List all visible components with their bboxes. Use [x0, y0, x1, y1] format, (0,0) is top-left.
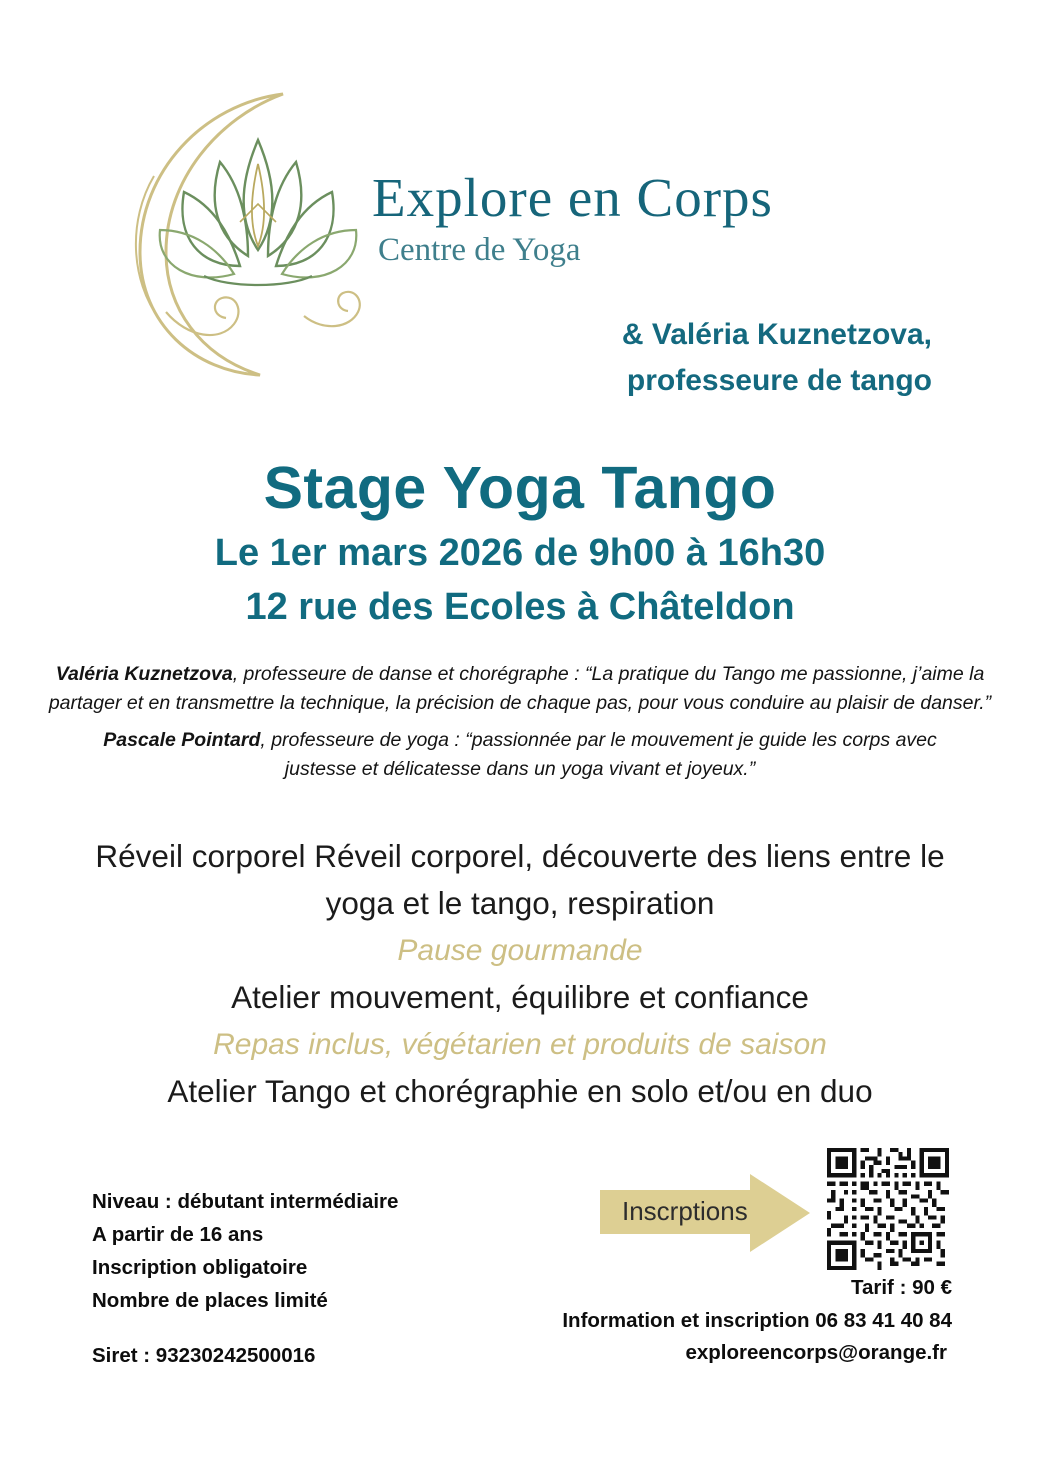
quote-author: Pascale Pointard	[103, 729, 261, 751]
inscriptions-label: Inscrptions	[622, 1196, 748, 1226]
event-date: Le 1er mars 2026 de 9h00 à 16h30	[214, 532, 826, 574]
program-item: Atelier mouvement, équilibre et confiance	[231, 979, 809, 1015]
email-label[interactable]: exploreencorps@orange.fr	[685, 1341, 947, 1364]
brand-block	[372, 168, 1012, 269]
brand-name: Explore en Corps	[372, 167, 773, 228]
quote-text: , professeure de yoga : “passionnée par le mouvement je guide les corps avec justesse et délicatesse dans un yoga vivant et joyeux.”	[260, 729, 937, 780]
brand-subtitle: Centre de Yoga	[378, 232, 581, 268]
quotes-block	[0, 660, 1040, 784]
quote-text: , professeure de danse et chorégraphe : “La pratique du Tango me passionne, j’aime la partager et en transmettre la technique, la précision de chaque pas, pour vous conduire au plaisir de danser.”	[48, 663, 992, 714]
quote-author: Valéria Kuznetzova	[55, 663, 233, 685]
event-address: 12 rue des Ecoles à Châteldon	[245, 586, 795, 628]
program-item: Repas inclus, végétarien et produits de saison	[213, 1028, 827, 1061]
co-teacher-line-1: & Valéria Kuznetzova,	[621, 318, 932, 351]
contact-block	[332, 1272, 952, 1369]
price-label: Tarif : 90 €	[850, 1276, 952, 1299]
co-teacher-block	[232, 312, 932, 404]
title-block	[0, 455, 1040, 633]
program-item: Atelier Tango et chorégraphie en solo et/ou en duo	[167, 1073, 873, 1109]
detail-siret: Siret : 93230242500016	[92, 1344, 316, 1367]
quote-item	[0, 726, 1040, 784]
phone-label: Information et inscription 06 83 41 40 84	[562, 1309, 952, 1332]
detail-places: Nombre de places limité	[92, 1289, 328, 1312]
co-teacher-line-2: professeure de tango	[626, 364, 932, 397]
program-list	[0, 833, 1040, 1115]
quote-item	[0, 660, 1040, 718]
program-item: Pause gourmande	[397, 934, 643, 967]
page-title: Stage Yoga Tango	[263, 455, 777, 521]
detail-level: Niveau : débutant intermédiaire	[92, 1190, 399, 1213]
poster-header	[0, 40, 1040, 430]
program-item: Réveil corporel Réveil corporel, découverte des liens entre le yoga et le tango, respiration	[95, 838, 945, 921]
inscriptions-cta[interactable]	[600, 1172, 812, 1254]
qr-code-icon[interactable]	[827, 1148, 949, 1270]
detail-registration: Inscription obligatoire	[92, 1256, 308, 1279]
detail-age: A partir de 16 ans	[92, 1223, 264, 1246]
